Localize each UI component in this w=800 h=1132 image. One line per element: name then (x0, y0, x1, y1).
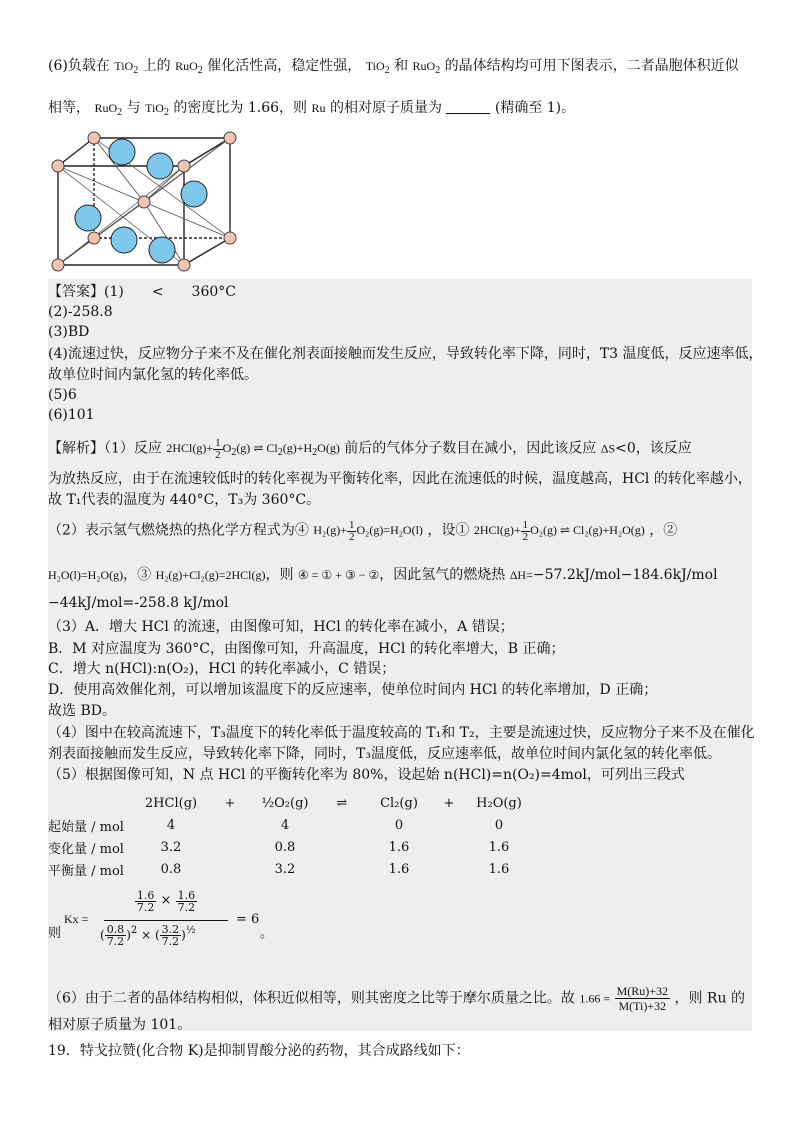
answer-4-line-1: (4)流速过快，反应物分子来不及在催化剂表面接触而发生反应，导致转化率下降，同时，T3 温度低，反应速率低， (48, 346, 763, 362)
table-row: 起始量 / mol 4 4 0 0 (48, 817, 504, 835)
analysis-5: H₂O(l)=H₂O(g)，③ H₂(g)+Cl₂(g)=2HCl(g)，则 ④ = ① + ③ − ②，因此氢气的燃烧热 ΔH=−57.2kJ/mol−184.6kJ/mol (48, 567, 718, 583)
analysis-9: C．增大 n(HCl):n(O₂)，HCl 的转化率减小，C 错误； (48, 661, 396, 677)
m-ion-corner-2 (178, 160, 190, 172)
tio2-formula: TiO$_2$ (114, 59, 139, 76)
m-ion-corner-8 (224, 232, 236, 244)
table-row: 变化量 / mol 3.2 0.8 1.6 1.6 (48, 839, 510, 857)
analysis-11: 故选 BD。 (48, 703, 116, 719)
ruo2-formula: RuO$_2$ (175, 59, 203, 76)
kx-formula: 则 Kx = $\frac{1.6}{7.2}$ × $\frac{1.6}{7.2}$ ( $\frac{0.8}{7.2}$ )$^2$ × ( $\frac{3.2}{7.2}$ )$^{\frac{1}{2}}$ = 6 。 (48, 889, 274, 948)
answer-2: (2)-258.8 (48, 304, 113, 320)
answer-5: (5)6 (48, 387, 77, 403)
answer-1: 【答案】(1) < 360°C (48, 284, 236, 300)
q6-line-1: (6)负载在 TiO$_2$ 上的 RuO$_2$ 催化活性高，稳定性强， TiO$_2$ 和 RuO$_2$ 的晶体结构均可用下图表示，二者晶胞体积近似 (48, 58, 739, 76)
answer-6: (6)101 (48, 407, 95, 423)
q6-line-2: 相等， RuO$_2$ 与 TiO$_2$ 的密度比为 1.66，则 Ru 的相对原子质量为 (精确至 1)。 (48, 100, 576, 118)
analysis-3: 故 T₁代表的温度为 440°C，T₃为 360°C。 (48, 492, 321, 508)
analysis-10: D．使用高效催化剂，可以增加该温度下的反应速率，使单位时间内 HCl 的转化率增加，D 正确； (48, 682, 658, 698)
analysis-7: （3）A．增大 HCl 的流速，由图像可知，HCl 的转化率在减小，A 错误； (48, 619, 514, 635)
m-ion-corner-5 (88, 132, 100, 144)
o-ion-4 (75, 205, 101, 231)
analysis-6: −44kJ/mol=-258.8 kJ/mol (48, 595, 229, 611)
analysis-12: （4）图中在较高流速下，T₃温度下的转化率低于温度较高的 T₁和 T₂，主要是流速过快，反应物分子来不及在催化 (48, 725, 755, 741)
o-ion-6 (149, 237, 175, 263)
question-19: 19．特戈拉赞(化合物 K)是抑制胃酸分泌的药物，其合成路线如下： (48, 1043, 470, 1059)
analysis-18: （6）由于二者的晶体结构相似，体积近似相等，则其密度之比等于摩尔质量之比。故 1.66 = $\frac{M(Ru)+32}{M(Ti)+32}$ ，则 Ru 的 (48, 984, 745, 1013)
analysis-8: B．M 对应温度为 360°C，由图像可知，升高温度，HCl 的转化率增大，B 正确； (48, 641, 565, 657)
analysis-14: （5）根据图像可知，N 点 HCl 的平衡转化率为 80%，设起始 n(HCl)=n(O₂)=4mol，可列出三段式 (48, 767, 685, 783)
analysis-13: 剂表面接触而发生反应，导致转化率下降，同时，T₃温度低，反应速率低，故单位时间内氯化氢的转化率低。 (48, 746, 721, 762)
table-row: 平衡量 / mol 0.8 3.2 1.6 1.6 (48, 861, 510, 879)
m-ion-corner-7 (88, 232, 100, 244)
ru-symbol: Ru (311, 101, 326, 115)
analysis-2: 为放热反应，由于在流速较低时的转化率视为平衡转化率，因此在流速低的时候，温度越高，HCl 的转化率越小， (48, 471, 752, 487)
answer-3: (3)BD (48, 324, 90, 340)
three-stage-table (48, 792, 534, 880)
table-header-row: 2HCl(g) + ½O₂(g) ⇌ Cl₂(g) + H₂O(g) (144, 795, 522, 811)
o-ion-2 (147, 153, 173, 179)
m-ion-corner-4 (178, 259, 190, 271)
m-ion-corner-3 (52, 259, 64, 271)
answer-blank[interactable] (446, 101, 490, 114)
m-ion-corner-6 (224, 132, 236, 144)
crystal-cell-diagram (44, 128, 244, 278)
o-ion-1 (109, 139, 135, 165)
o-ion-5 (111, 227, 137, 253)
m-ion-corner-1 (52, 160, 64, 172)
o-ion-3 (181, 181, 207, 207)
m-ion-center (138, 196, 150, 208)
analysis-19: 相对原子质量为 101。 (48, 1017, 192, 1033)
answer-4-line-2: 故单位时间内氯化氢的转化率低。 (48, 367, 258, 383)
analysis-4: （2）表示氢气燃烧热的热化学方程式为④ H₂(g)+ $\frac{1}{2}$ O₂(g)=H₂O(l) ，设① 2HCl(g)+ $\frac{1}{2}$ O₂(g) ⇌ Cl₂(g)+H₂O(g) ，② (48, 519, 678, 543)
analysis-1: 【解析】（1）反应 2HCl(g)+ $\frac{1}{2}$ $O_2(g)$ ⇌ $Cl_2(g)+H_2O(g)$ 前后的气体分子数目在减小，因此该反应 ΔS<0，该反应 (48, 437, 692, 461)
